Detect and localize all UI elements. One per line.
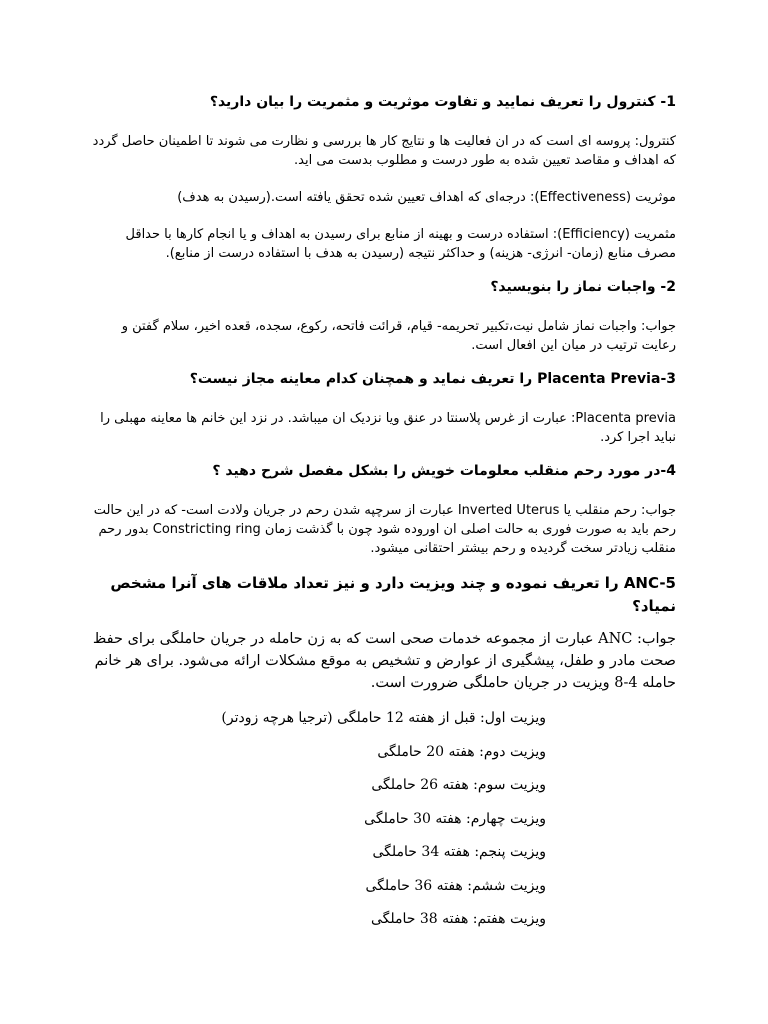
list-item: ویزیت هفتم: هفته 38 حاملگی (370, 911, 546, 927)
question-1-heading: 1- کنترول را تعریف نمایید و تفاوت موثریت و مثمریت را بیان دارید؟ (209, 94, 676, 110)
answer-1-efficiency: مثمریت (Efficiency): استفاده درست و بهینه از منابع برای رسیدن به اهداف و یا انجام کارها با حداقل مصرف منابع (زمان- انرژی- هزینه) و حداکثر نتیجه (رسیدن به هدف با استفاده درست از منابع). (125, 227, 676, 261)
question-3-heading: 3-Placenta Previa را تعریف نماید و همچنان کدام معاینه مجاز نیست؟ (189, 371, 676, 387)
answer-5: جواب: ANC عبارت از مجموعه خدمات صحی است که به زن حامله در جریان حاملگی برای حفظ صحت مادر و طفل، پیشگیری از عوارض و تشخیص به موقع مشکلات ارائه می‌شود. برای هر خانم حامله 4-8 ویزیت در جریان حاملگی ضرورت است. (92, 631, 676, 691)
list-item: ویزیت دوم: هفته 20 حاملگی (377, 743, 546, 760)
list-item: ویزیت چهارم: هفته 30 حاملگی (364, 810, 546, 827)
question-4-heading: 4-در مورد رحم منقلب معلومات خویش را بشکل مفصل شرح دهید ؟ (212, 463, 676, 479)
answer-3: Placenta previa: عبارت از غرس پلاسنتا در عنق ویا نزدیک ان میباشد. در نزد این خانم ها معاینه مهبلی را نباید اجرا کرد. (100, 411, 676, 445)
list-item: ویزیت ششم: هفته 36 حاملگی (365, 877, 546, 894)
answer-1-effectiveness: موثریت (Effectiveness): درجه‌ای که اهداف تعیین شده تحقق یافته است.(رسیدن به هدف) (177, 190, 676, 205)
answer-4: جواب: رحم منقلب یا Inverted Uterus عبارت از سرچپه شدن رحم در جریان ولادت است- که در این حالت رحم باید به صورت فوری به حالت اصلی ان اوروده شود چون با گذشت زمان Constricting ring بدور رحم منقلب زیادتر سخت گردیده و رحم بیشتر احتقانی میشود. (93, 503, 676, 556)
answer-2: جواب: واجبات نماز شامل نیت،تکبیر تحریمه- قیام، قرائت فاتحه، رکوع، سجده، قعده اخیر، سلام گفتن و رعایت ترتیب در میان این افعال است. (121, 319, 676, 353)
answer-1-control: کنترول: پروسه ای است که در ان فعالیت ها و نتایج کار ها بررسی و نظارت می شوند تا اطمینان حاصل گردد که اهداف و مقاصد تعیین شده به طور درست و مطلوب بدست می اید. (92, 134, 676, 168)
question-2-heading: 2- واجبات نماز را بنویسید؟ (490, 279, 676, 295)
list-item: ویزیت پنجم: هفته 34 حاملگی (372, 844, 546, 860)
question-5-heading: ANC-5 را تعریف نموده و چند ویزیت دارد و نیز تعداد ملاقات های آنرا مشخص نمیاد؟ (110, 574, 676, 615)
list-item: ویزیت سوم: هفته 26 حاملگی (371, 777, 546, 793)
list-item: ویزیت اول: قبل از هفته 12 حاملگی (ترجیا هرچه زودتر) (221, 710, 546, 726)
visit-list (92, 708, 676, 943)
